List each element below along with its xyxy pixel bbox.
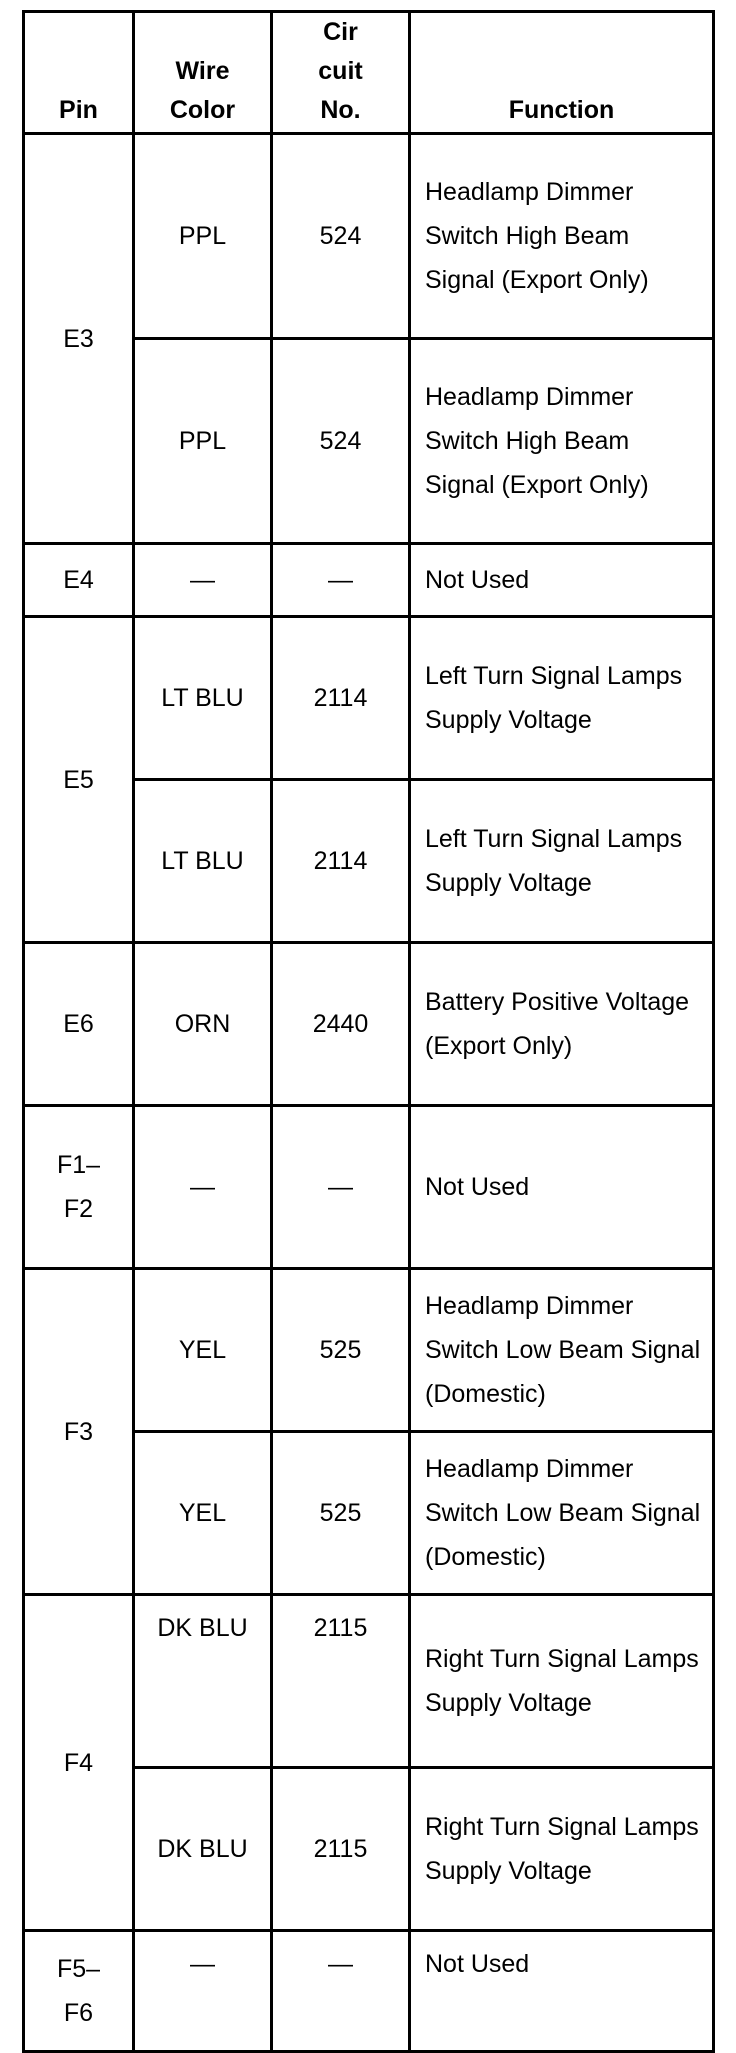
function-cell: Left Turn Signal Lamps Supply Voltage: [410, 617, 714, 780]
function-cell: Headlamp Dimmer Switch Low Beam Signal (Domestic): [410, 1269, 714, 1432]
table-row: [24, 943, 714, 1106]
table-row: [24, 134, 714, 339]
wire-color-cell: —: [134, 1106, 272, 1269]
pin-cell: E5: [24, 617, 134, 943]
header-function: Function: [410, 12, 714, 134]
table-row: [24, 1931, 714, 2052]
function-cell: Right Turn Signal Lamps Supply Voltage: [410, 1595, 714, 1768]
function-cell: Headlamp Dimmer Switch High Beam Signal (Export Only): [410, 134, 714, 339]
pin-cell: E3: [24, 134, 134, 544]
circuit-number-cell: 2114: [272, 617, 410, 780]
header-circuit-number: Cir cuit No.: [272, 12, 410, 134]
function-cell: Headlamp Dimmer Switch Low Beam Signal (Domestic): [410, 1432, 714, 1595]
function-cell: Right Turn Signal Lamps Supply Voltage: [410, 1768, 714, 1931]
connector-pinout-table: [22, 10, 715, 2053]
pin-cell: E4: [24, 544, 134, 617]
wire-color-cell: LT BLU: [134, 780, 272, 943]
header-wire-color: Wire Color: [134, 12, 272, 134]
wire-color-cell: YEL: [134, 1269, 272, 1432]
table-row: [24, 617, 714, 780]
pin-cell: E6: [24, 943, 134, 1106]
wire-color-cell: ORN: [134, 943, 272, 1106]
pin-cell: F3: [24, 1269, 134, 1595]
table-row: [24, 1269, 714, 1432]
function-cell: Left Turn Signal Lamps Supply Voltage: [410, 780, 714, 943]
function-cell: Not Used: [410, 544, 714, 617]
table-row: [24, 1595, 714, 1768]
pin-cell: F1– F2: [24, 1106, 134, 1269]
pin-cell: F5– F6: [24, 1931, 134, 2052]
circuit-number-cell: —: [272, 1106, 410, 1269]
circuit-number-cell: 524: [272, 134, 410, 339]
pinout-table-container: [22, 10, 715, 2053]
table-row: [24, 544, 714, 617]
circuit-number-cell: 2115: [272, 1595, 410, 1768]
wire-color-cell: DK BLU: [134, 1595, 272, 1768]
table-row: [24, 1106, 714, 1269]
pin-cell: F4: [24, 1595, 134, 1931]
wire-color-cell: YEL: [134, 1432, 272, 1595]
wire-color-cell: LT BLU: [134, 617, 272, 780]
circuit-number-cell: —: [272, 1931, 410, 2052]
wire-color-cell: PPL: [134, 134, 272, 339]
function-cell: Not Used: [410, 1106, 714, 1269]
circuit-number-cell: 2115: [272, 1768, 410, 1931]
circuit-number-cell: 2114: [272, 780, 410, 943]
header-pin: Pin: [24, 12, 134, 134]
wire-color-cell: —: [134, 544, 272, 617]
circuit-number-cell: 525: [272, 1269, 410, 1432]
function-cell: Not Used: [410, 1931, 714, 2052]
wire-color-cell: DK BLU: [134, 1768, 272, 1931]
header-row: [24, 12, 714, 134]
function-cell: Headlamp Dimmer Switch High Beam Signal (Export Only): [410, 339, 714, 544]
function-cell: Battery Positive Voltage (Export Only): [410, 943, 714, 1106]
circuit-number-cell: 524: [272, 339, 410, 544]
wire-color-cell: —: [134, 1931, 272, 2052]
circuit-number-cell: 525: [272, 1432, 410, 1595]
circuit-number-cell: 2440: [272, 943, 410, 1106]
wire-color-cell: PPL: [134, 339, 272, 544]
circuit-number-cell: —: [272, 544, 410, 617]
